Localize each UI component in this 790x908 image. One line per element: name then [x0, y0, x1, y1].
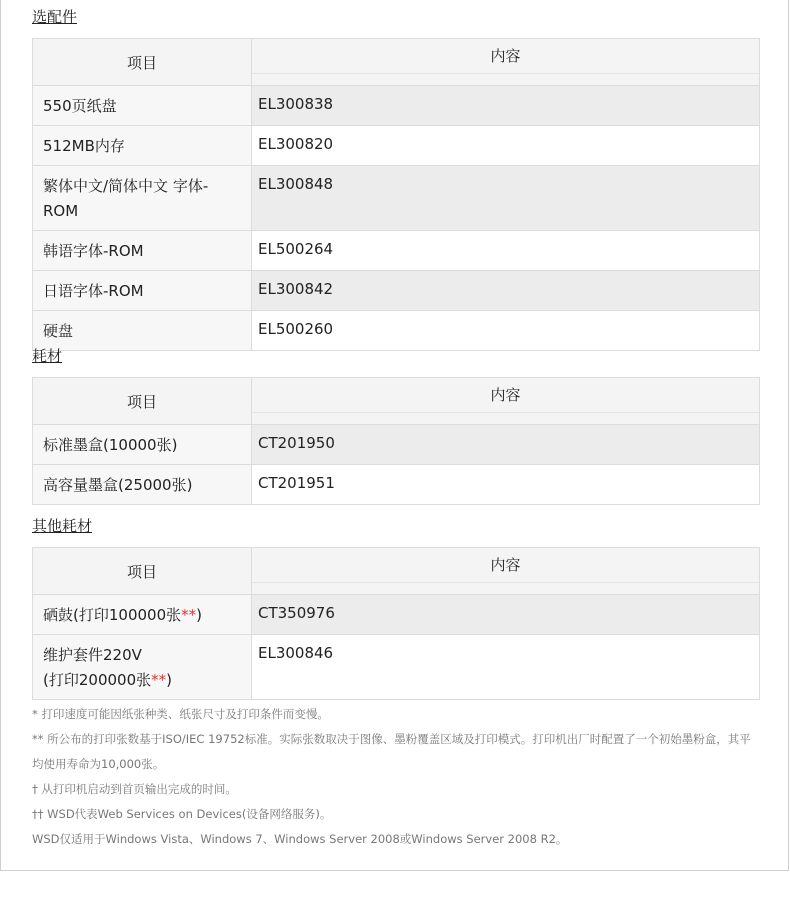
- table-row: [33, 271, 760, 311]
- row-value: EL300848: [252, 166, 760, 231]
- row-item-line1: 维护套件220V: [43, 646, 142, 664]
- table-row: [33, 86, 760, 126]
- row-item: 繁体中文/简体中文 字体-ROM: [33, 166, 252, 231]
- table-row: [33, 465, 760, 505]
- column-header-item: 项目: [33, 39, 252, 86]
- row-item-text: (打印200000张: [43, 671, 152, 689]
- other-consumables-table: [32, 547, 760, 700]
- row-value: EL500260: [252, 311, 760, 351]
- row-item: 日语字体-ROM: [33, 271, 252, 311]
- table-header-row: [33, 548, 760, 595]
- table-row: [33, 311, 760, 351]
- section-title-other-consumables[interactable]: 其他耗材: [32, 517, 93, 535]
- footnote: WSD仅适用于Windows Vista、Windows 7、Windows Server 2008或Windows Server 2008 R2。: [32, 832, 568, 846]
- table-row: [33, 595, 760, 635]
- row-item: 硬盘: [33, 311, 252, 351]
- column-header-content-label: 内容: [252, 39, 759, 74]
- row-item: 标准墨盒(10000张): [33, 425, 252, 465]
- column-header-content-label: 内容: [252, 548, 759, 583]
- row-value: EL300842: [252, 271, 760, 311]
- column-header-item: 项目: [33, 378, 252, 425]
- table-row: [33, 635, 760, 700]
- table-row: [33, 126, 760, 166]
- column-header-item: 项目: [33, 548, 252, 595]
- row-value: CT350976: [252, 595, 760, 635]
- row-value: CT201950: [252, 425, 760, 465]
- row-item: 高容量墨盒(25000张): [33, 465, 252, 505]
- row-item: 512MB内存: [33, 126, 252, 166]
- row-item: 550页纸盘: [33, 86, 252, 126]
- row-value: EL500264: [252, 231, 760, 271]
- column-header-content: [252, 39, 760, 86]
- row-value: CT201951: [252, 465, 760, 505]
- row-value: EL300846: [252, 635, 760, 700]
- footnotes: [32, 702, 760, 852]
- row-item-text: 硒鼓(打印100000张: [43, 606, 182, 624]
- table-row: [33, 425, 760, 465]
- column-header-content-label: 内容: [252, 378, 759, 413]
- section-title-options[interactable]: 选配件: [32, 8, 78, 26]
- table-header-row: [33, 378, 760, 425]
- footnote: † 从打印机启动到首页输出完成的时间。: [32, 782, 237, 796]
- row-value: EL300838: [252, 86, 760, 126]
- table-header-row: [33, 39, 760, 86]
- table-row: [33, 231, 760, 271]
- footnote: †† WSD代表Web Services on Devices(设备网络服务)。: [32, 807, 332, 821]
- row-item-suffix: ): [166, 671, 172, 689]
- column-header-content: [252, 378, 760, 425]
- column-header-content: [252, 548, 760, 595]
- options-table: [32, 38, 760, 351]
- row-item-suffix: ): [196, 606, 202, 624]
- footnote: * 打印速度可能因纸张种类、纸张尺寸及打印条件而变慢。: [32, 707, 329, 721]
- footnote-mark: **: [151, 671, 167, 689]
- row-item: [33, 595, 252, 635]
- row-value: EL300820: [252, 126, 760, 166]
- table-row: [33, 166, 760, 231]
- section-title-consumables[interactable]: 耗材: [32, 347, 63, 365]
- row-item: [33, 635, 252, 700]
- footnote-mark: **: [181, 606, 197, 624]
- footnote: ** 所公布的打印张数基于ISO/IEC 19752标准。实际张数取决于图像、墨粉覆盖区域及打印模式。打印机出厂时配置了一个初始墨粉盒，其平均使用寿命为10,000张。: [32, 732, 751, 771]
- row-item: 韩语字体-ROM: [33, 231, 252, 271]
- consumables-table: [32, 377, 760, 505]
